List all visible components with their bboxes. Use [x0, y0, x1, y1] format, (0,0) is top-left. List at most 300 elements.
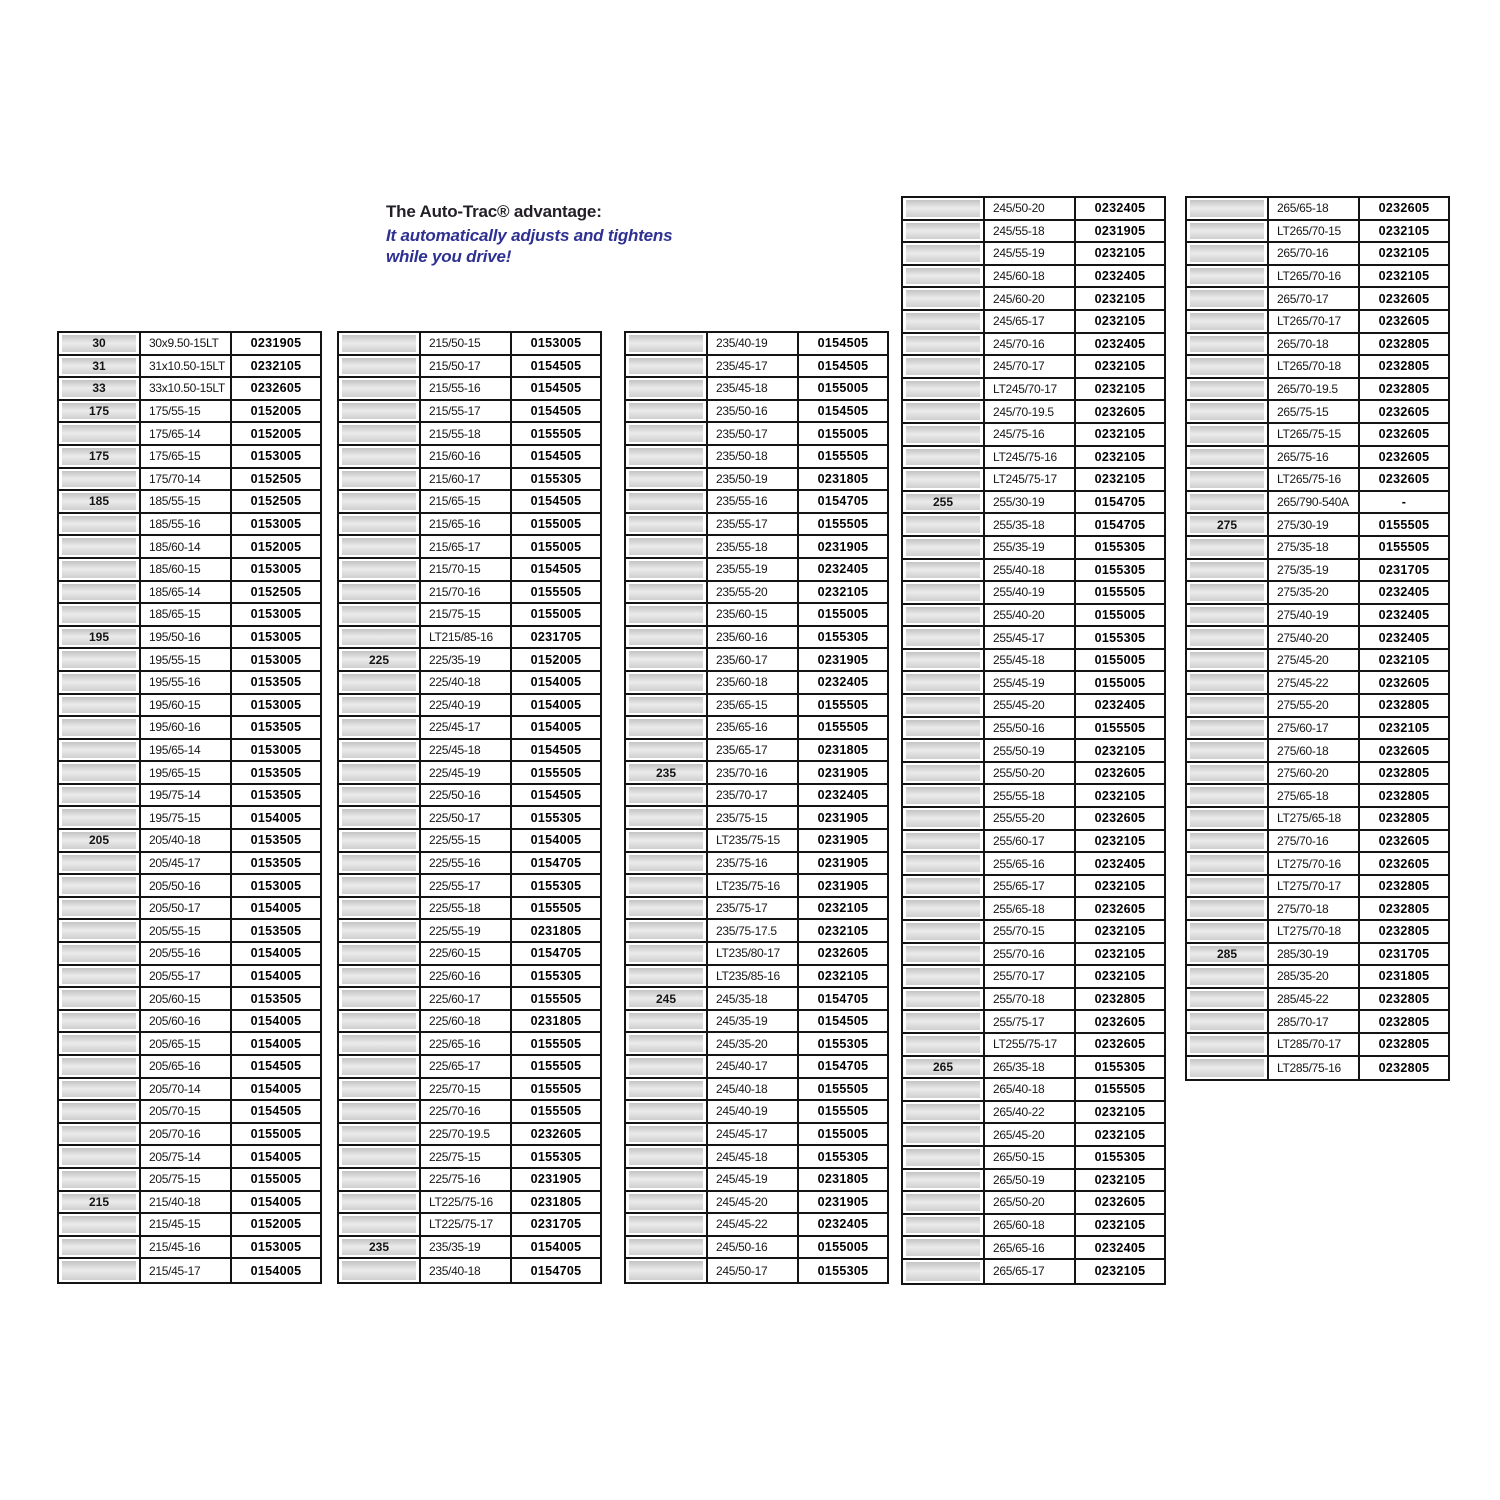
- group-label: [1190, 697, 1264, 714]
- group-cell: [903, 740, 985, 761]
- group-label: [629, 516, 703, 533]
- part-number-cell: 0232805: [1378, 879, 1430, 894]
- group-label: [342, 990, 416, 1007]
- table-row: [59, 356, 320, 379]
- group-cell: [903, 198, 985, 219]
- group-label: [906, 810, 980, 827]
- part-number-cell: 0232805: [1378, 336, 1430, 351]
- group-cell: [903, 785, 985, 806]
- group-label: [629, 538, 703, 555]
- group-label: [629, 1148, 703, 1165]
- table-row: [1187, 650, 1448, 673]
- group-label: [629, 945, 703, 962]
- tire-size-cell: 235/60-18: [708, 672, 799, 693]
- tire-size-cell: 205/75-14: [141, 1146, 232, 1167]
- group-cell: [339, 740, 421, 761]
- group-label: [62, 945, 136, 962]
- group-cell: [1187, 966, 1269, 987]
- table-row: [903, 808, 1164, 831]
- table-row: [339, 401, 600, 424]
- part-number-cell: 0232605: [250, 381, 302, 396]
- tire-size-cell: 275/45-20: [1269, 650, 1360, 671]
- group-cell: [626, 1124, 708, 1145]
- group-label: [62, 877, 136, 894]
- group-cell: [626, 401, 708, 422]
- table-row: [1187, 356, 1448, 379]
- group-label: [629, 335, 703, 352]
- group-label: [906, 1172, 980, 1189]
- group-cell: [626, 514, 708, 535]
- part-number-cell: 0232405: [1378, 607, 1430, 622]
- tire-size-cell: LT275/65-18: [1269, 808, 1360, 829]
- group-label: [1190, 674, 1264, 691]
- group-cell: [1187, 492, 1269, 513]
- tire-size-cell: 285/70-17: [1269, 1011, 1360, 1032]
- table-row: [59, 762, 320, 785]
- group-cell: [59, 1056, 141, 1077]
- part-number-cell: 0232405: [1094, 698, 1146, 713]
- part-number-cell: 0231705: [1378, 946, 1430, 961]
- table-row: [59, 536, 320, 559]
- group-cell: [626, 785, 708, 806]
- group-label: [629, 561, 703, 578]
- group-label: 30: [62, 335, 136, 352]
- part-number-cell: 0231905: [250, 336, 302, 351]
- part-number-cell: 0232105: [1094, 1172, 1146, 1187]
- table-row: [626, 695, 887, 718]
- group-cell: [339, 401, 421, 422]
- group-cell: [339, 1079, 421, 1100]
- group-cell: [59, 536, 141, 557]
- table-row: [903, 356, 1164, 379]
- group-label: [906, 742, 980, 759]
- group-label: [906, 539, 980, 556]
- group-label: [342, 1261, 416, 1280]
- group-label: [342, 380, 416, 397]
- group-label: [62, 1081, 136, 1098]
- part-number-cell: 0154505: [817, 336, 869, 351]
- group-cell: [1187, 718, 1269, 739]
- tire-size-cell: 195/60-15: [141, 695, 232, 716]
- group-cell: [59, 356, 141, 377]
- table-row: [1187, 198, 1448, 221]
- group-label: [1190, 562, 1264, 579]
- part-number-cell: 0232405: [1094, 1240, 1146, 1255]
- part-number-cell: 0232105: [1094, 743, 1146, 758]
- group-label: [629, 629, 703, 646]
- group-cell: [903, 695, 985, 716]
- tire-size-cell: 225/50-17: [421, 807, 512, 828]
- group-label: [342, 1058, 416, 1075]
- group-cell: [59, 762, 141, 783]
- part-number-cell: 0152005: [250, 1217, 302, 1232]
- part-number-cell: 0232805: [1378, 359, 1430, 374]
- tire-size-cell: 235/75-17: [708, 898, 799, 919]
- part-number-cell: 0152505: [250, 494, 302, 509]
- group-cell: [903, 243, 985, 264]
- group-cell: [903, 1057, 985, 1078]
- group-label: [62, 764, 136, 781]
- group-label: 235: [629, 764, 703, 781]
- group-label: [629, 651, 703, 668]
- table-row: [59, 378, 320, 401]
- table-row: [626, 582, 887, 605]
- group-label: [1190, 878, 1264, 895]
- group-label: [629, 1194, 703, 1211]
- tire-size-cell: 185/65-15: [141, 604, 232, 625]
- group-cell: [59, 1192, 141, 1213]
- table-row: [903, 989, 1164, 1012]
- tire-size-cell: 205/65-16: [141, 1056, 232, 1077]
- part-number-cell: 0154505: [530, 404, 582, 419]
- group-label: 265: [906, 1059, 980, 1076]
- tire-size-cell: 225/55-19: [421, 920, 512, 941]
- group-cell: [626, 446, 708, 467]
- group-cell: [903, 921, 985, 942]
- table-row: [339, 807, 600, 830]
- tire-size-cell: 245/70-19.5: [985, 401, 1076, 422]
- group-label: [629, 832, 703, 849]
- group-label: [342, 855, 416, 872]
- part-number-cell: 0155305: [817, 1036, 869, 1051]
- group-cell: [626, 604, 708, 625]
- table-row: [339, 1079, 600, 1102]
- tire-size-cell: 225/55-17: [421, 875, 512, 896]
- group-label: [906, 245, 980, 262]
- group-cell: [59, 853, 141, 874]
- tire-size-cell: 175/70-14: [141, 469, 232, 490]
- part-number-cell: 0154505: [530, 742, 582, 757]
- group-cell: [339, 717, 421, 738]
- tire-size-cell: 215/55-17: [421, 401, 512, 422]
- table-row: [59, 1056, 320, 1079]
- table-row: [903, 560, 1164, 583]
- table-row: [903, 627, 1164, 650]
- group-cell: [626, 762, 708, 783]
- tire-size-cell: 235/60-16: [708, 627, 799, 648]
- part-number-cell: 0232105: [1094, 1218, 1146, 1233]
- tire-size-cell: 245/75-16: [985, 424, 1076, 445]
- group-cell: [626, 966, 708, 987]
- part-number-cell: 0153505: [250, 788, 302, 803]
- part-number-cell: 0155505: [817, 1081, 869, 1096]
- group-cell: [1187, 266, 1269, 287]
- group-label: [342, 1194, 416, 1211]
- table-row: [626, 830, 887, 853]
- tire-size-cell: 275/70-18: [1269, 898, 1360, 919]
- table-row: [626, 356, 887, 379]
- tire-size-cell: 255/45-18: [985, 650, 1076, 671]
- tire-size-cell: 195/55-16: [141, 672, 232, 693]
- group-label: [906, 1036, 980, 1053]
- table-row: [59, 920, 320, 943]
- group-label: [629, 1126, 703, 1143]
- group-cell: [903, 401, 985, 422]
- group-label: [342, 1126, 416, 1143]
- table-row: [339, 1192, 600, 1215]
- tire-size-cell: 275/60-20: [1269, 763, 1360, 784]
- group-label: [342, 922, 416, 939]
- tire-size-cell: 195/65-14: [141, 740, 232, 761]
- part-number-cell: 0155005: [250, 1127, 302, 1142]
- tire-size-cell: 245/35-19: [708, 1011, 799, 1032]
- group-label: [629, 1261, 703, 1280]
- group-label: [629, 380, 703, 397]
- group-label: [62, 787, 136, 804]
- part-number-cell: 0153005: [250, 697, 302, 712]
- part-number-cell: 0154005: [530, 675, 582, 690]
- group-cell: [903, 288, 985, 309]
- group-label: [62, 855, 136, 872]
- group-label: [342, 674, 416, 691]
- group-cell: [339, 830, 421, 851]
- tire-size-cell: 255/50-16: [985, 718, 1076, 739]
- tire-size-cell: 205/65-15: [141, 1033, 232, 1054]
- group-label: [1190, 968, 1264, 985]
- table-row: [339, 853, 600, 876]
- tire-size-cell: 245/70-16: [985, 334, 1076, 355]
- table-row: [1187, 311, 1448, 334]
- table-row: [339, 514, 600, 537]
- table-row: [1187, 740, 1448, 763]
- group-cell: [1187, 672, 1269, 693]
- group-label: [906, 1262, 980, 1281]
- tire-size-cell: 225/55-16: [421, 853, 512, 874]
- group-label: [629, 1239, 703, 1256]
- group-label: [629, 471, 703, 488]
- part-number-cell: 0232105: [1378, 720, 1430, 735]
- group-label: [906, 652, 980, 669]
- group-label: [1190, 607, 1264, 624]
- group-label: [629, 1171, 703, 1188]
- tire-size-cell: 255/45-20: [985, 695, 1076, 716]
- tire-size-cell: 275/35-20: [1269, 582, 1360, 603]
- group-cell: [339, 423, 421, 444]
- table-row: [339, 1124, 600, 1147]
- table-row: [903, 898, 1164, 921]
- group-label: 285: [1190, 946, 1264, 963]
- table-row: [339, 762, 600, 785]
- group-cell: [1187, 650, 1269, 671]
- part-number-cell: 0155305: [530, 810, 582, 825]
- part-number-cell: 0154005: [250, 1014, 302, 1029]
- part-number-cell: 0154505: [530, 358, 582, 373]
- table-row: [903, 740, 1164, 763]
- part-number-cell: 0232605: [1378, 314, 1430, 329]
- table-row: [1187, 469, 1448, 492]
- group-label: [62, 922, 136, 939]
- tire-size-cell: 215/45-15: [141, 1214, 232, 1235]
- tire-size-cell: 235/50-17: [708, 423, 799, 444]
- group-label: 275: [1190, 516, 1264, 533]
- table-row: [626, 491, 887, 514]
- group-label: [342, 584, 416, 601]
- group-cell: [59, 514, 141, 535]
- table-row: [626, 649, 887, 672]
- tire-size-cell: 215/70-15: [421, 559, 512, 580]
- part-number-cell: 0231905: [817, 833, 869, 848]
- tire-size-cell: 215/50-15: [421, 333, 512, 354]
- part-number-cell: 0232605: [1094, 1037, 1146, 1052]
- tire-size-cell: 265/790-540A: [1269, 492, 1360, 513]
- part-number-cell: 0154505: [530, 562, 582, 577]
- group-label: 175: [62, 448, 136, 465]
- tire-size-cell: LT245/75-17: [985, 469, 1076, 490]
- part-number-cell: 0152505: [250, 471, 302, 486]
- group-label: [1190, 584, 1264, 601]
- table-row: [1187, 221, 1448, 244]
- group-cell: [626, 988, 708, 1009]
- table-row: [339, 536, 600, 559]
- part-number-cell: 0232405: [1094, 336, 1146, 351]
- group-cell: [903, 221, 985, 242]
- tire-size-cell: 185/55-16: [141, 514, 232, 535]
- group-label: [62, 651, 136, 668]
- part-number-cell: 0152505: [250, 584, 302, 599]
- table-row: [626, 1214, 887, 1237]
- group-cell: [626, 536, 708, 557]
- group-cell: [1187, 447, 1269, 468]
- table-row: [339, 559, 600, 582]
- tire-size-cell: 245/70-17: [985, 356, 1076, 377]
- table-row: [903, 469, 1164, 492]
- fitment-table-2: [337, 331, 602, 1284]
- group-label: [629, 493, 703, 510]
- part-number-cell: 0232105: [1094, 427, 1146, 442]
- part-number-cell: 0232105: [817, 968, 869, 983]
- group-label: [342, 900, 416, 917]
- group-cell: [339, 920, 421, 941]
- group-cell: [59, 875, 141, 896]
- tire-size-cell: 265/40-22: [985, 1102, 1076, 1123]
- group-cell: [903, 537, 985, 558]
- group-cell: [903, 1011, 985, 1032]
- group-label: [1190, 991, 1264, 1008]
- group-cell: [59, 717, 141, 738]
- part-number-cell: 0154005: [250, 968, 302, 983]
- part-number-cell: 0232105: [1094, 1264, 1146, 1279]
- table-row: [59, 943, 320, 966]
- part-number-cell: 0232105: [1378, 223, 1430, 238]
- group-label: [342, 742, 416, 759]
- part-number-cell: 0153505: [250, 720, 302, 735]
- table-row: [903, 966, 1164, 989]
- table-row: [626, 333, 887, 356]
- table-row: [903, 1079, 1164, 1102]
- group-label: [629, 1103, 703, 1120]
- table-row: [59, 853, 320, 876]
- group-cell: [626, 1011, 708, 1032]
- table-row: [59, 627, 320, 650]
- table-row: [626, 988, 887, 1011]
- group-cell: [339, 807, 421, 828]
- group-label: [1190, 1013, 1264, 1030]
- group-label: [629, 968, 703, 985]
- group-cell: [903, 1215, 985, 1236]
- fitment-table-4: [901, 196, 1166, 1285]
- group-label: [629, 584, 703, 601]
- table-row: [339, 1146, 600, 1169]
- part-number-cell: 0231905: [817, 765, 869, 780]
- group-label: [342, 561, 416, 578]
- part-number-cell: 0232605: [1094, 766, 1146, 781]
- group-label: [629, 855, 703, 872]
- group-label: [629, 900, 703, 917]
- part-number-cell: 0155305: [530, 1149, 582, 1164]
- table-row: [903, 1260, 1164, 1283]
- group-cell: [339, 785, 421, 806]
- group-label: [906, 787, 980, 804]
- part-number-cell: 0155505: [530, 901, 582, 916]
- table-row: [59, 333, 320, 356]
- group-label: [1190, 810, 1264, 827]
- tire-size-cell: 235/60-15: [708, 604, 799, 625]
- part-number-cell: 0232105: [1094, 946, 1146, 961]
- group-label: [342, 832, 416, 849]
- group-cell: [59, 446, 141, 467]
- tire-size-cell: LT235/85-16: [708, 966, 799, 987]
- tire-size-cell: 225/45-17: [421, 717, 512, 738]
- part-number-cell: 0155505: [1094, 1082, 1146, 1097]
- table-row: [59, 717, 320, 740]
- table-row: [1187, 853, 1448, 876]
- group-cell: [1187, 921, 1269, 942]
- group-label: [629, 1035, 703, 1052]
- group-cell: [59, 1237, 141, 1258]
- tire-size-cell: 265/60-18: [985, 1215, 1076, 1236]
- part-number-cell: 0153505: [250, 855, 302, 870]
- tire-size-cell: 205/70-15: [141, 1101, 232, 1122]
- tire-size-cell: 255/40-18: [985, 560, 1076, 581]
- group-cell: [339, 1192, 421, 1213]
- group-cell: [1187, 221, 1269, 242]
- group-label: [1190, 539, 1264, 556]
- part-number-cell: 0154705: [1094, 517, 1146, 532]
- tire-size-cell: LT235/80-17: [708, 943, 799, 964]
- group-label: [629, 358, 703, 375]
- group-label: [1190, 1059, 1264, 1078]
- tire-size-cell: 235/50-18: [708, 446, 799, 467]
- tire-size-cell: 185/60-14: [141, 536, 232, 557]
- table-row: [59, 988, 320, 1011]
- part-number-cell: 0155505: [1094, 720, 1146, 735]
- tire-size-cell: 225/45-19: [421, 762, 512, 783]
- group-cell: [1187, 1057, 1269, 1080]
- group-cell: [903, 311, 985, 332]
- tire-size-cell: 205/60-15: [141, 988, 232, 1009]
- group-label: [906, 426, 980, 443]
- tire-size-cell: 225/45-18: [421, 740, 512, 761]
- group-cell: [339, 875, 421, 896]
- group-label: [342, 493, 416, 510]
- part-number-cell: 0154705: [530, 946, 582, 961]
- group-cell: [626, 559, 708, 580]
- part-number-cell: 0154005: [250, 1263, 302, 1278]
- table-row: [1187, 921, 1448, 944]
- part-number-cell: 0232105: [250, 358, 302, 373]
- part-number-cell: 0232805: [1378, 382, 1430, 397]
- group-cell: [1187, 695, 1269, 716]
- tire-size-cell: LT285/75-16: [1269, 1057, 1360, 1080]
- group-cell: [903, 424, 985, 445]
- table-row: [903, 785, 1164, 808]
- tire-size-cell: 215/40-18: [141, 1192, 232, 1213]
- tire-size-cell: 265/70-16: [1269, 243, 1360, 264]
- group-label: 205: [62, 832, 136, 849]
- group-label: [906, 765, 980, 782]
- group-cell: [1187, 469, 1269, 490]
- group-label: [62, 719, 136, 736]
